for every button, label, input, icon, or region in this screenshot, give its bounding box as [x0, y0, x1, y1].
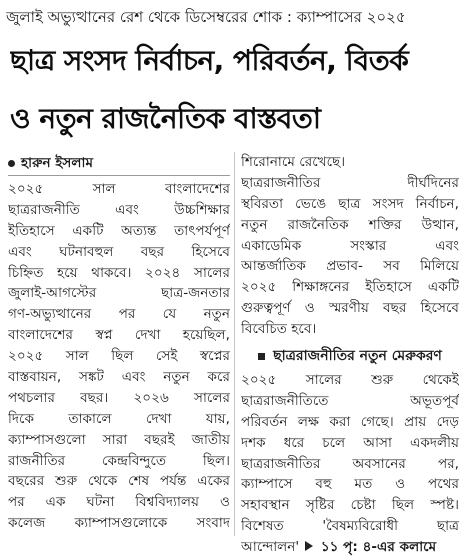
right-body-text: [241, 152, 459, 340]
body-line: পর এক ঘটনা বিশ্ববিদ্যালয় ও: [8, 494, 230, 511]
body-line: রাজনীতির কেন্দ্রবিন্দুতে ছিল।: [8, 452, 230, 469]
body-line: ছাত্ররাজনীতির অবসানের পর,: [241, 455, 459, 472]
byline: [8, 152, 230, 174]
body-line: ছাত্ররাজনীতির দীর্ঘদিনের: [241, 174, 459, 191]
body-line: কলেজ ক্যাম্পাসগুলোকে সংবাদ: [8, 515, 230, 532]
body-line: ২০২৫ সাল বাংলাদেশের: [8, 181, 230, 197]
headline-line-1: ছাত্র সংসদ নির্বাচন, পরিবর্তন, বিতর্ক: [10, 44, 409, 77]
byline-author: হারুন ইসলাম: [21, 154, 94, 171]
right-body-text-continued: [241, 370, 459, 537]
body-line: ২০২৫ সাল ছিল সেই স্বপ্নের: [8, 348, 230, 365]
body-line: বাস্তবায়ন, সঙ্কট এবং নতুন করে: [8, 369, 230, 386]
body-line: পরিবর্তন লক্ষ করা গেছে। প্রায় দেড়: [241, 413, 459, 430]
body-line: বিবেচিত হবে।: [241, 321, 317, 338]
body-line: ইতিহাসে একটি অত্যন্ত তাৎপর্যপূর্ণ: [8, 222, 230, 239]
body-line: ছাত্ররাজনীতি এবং উচ্চশিক্ষার: [8, 201, 230, 218]
article-column-right: [241, 152, 459, 558]
body-line: পথচলার বছর। ২০২৬ সালের: [8, 389, 230, 406]
subhead-text: ছাত্ররাজনীতির নতুন মেরুকরণ: [273, 347, 442, 364]
body-line: এবং ঘটনাবহুল বছর হিসেবে: [8, 243, 230, 260]
body-line: বাংলাদেশের স্বপ্ন দেখা হয়েছিল,: [8, 327, 230, 344]
body-line: জুলাই-আগস্টের ছাত্র-জনতার: [8, 285, 230, 302]
body-line: দশক ধরে চলে আসা একদলীয়: [241, 434, 459, 451]
subhead-square-icon: [258, 353, 265, 360]
body-line: বছরের শুরু থেকে শেষ পর্যন্ত একের: [8, 473, 230, 490]
continuation-jump: ১১ পৃ: ৪-এর কলামে: [320, 539, 437, 556]
continuation-line: [241, 537, 459, 558]
body-line: আন্তর্জাতিক প্রভাব- সব মিলিয়ে: [241, 258, 459, 275]
body-line: সহাবস্থান সৃষ্টির চেষ্টা ছিল স্পষ্ট।: [241, 497, 459, 514]
body-line: ২০২৫ শিক্ষাঙ্গনের ইতিহাসে একটি: [241, 279, 459, 296]
byline-bullet-icon: [8, 160, 15, 167]
subhead: [241, 344, 459, 368]
kicker: জুলাই অভ্যুত্থানের রেশ থেকে ডিসেম্বরের শোক : ক্যাম্পাসের ২০২৫: [6, 8, 406, 26]
body-line: নতুন রাজনৈতিক শক্তির উত্থান,: [241, 216, 459, 233]
body-line: শিরোনামে রেখেছে।: [241, 154, 346, 170]
body-line: স্থবিরতা ভেঙে ছাত্র সংসদ নির্বাচন,: [241, 195, 459, 212]
last-line-text: আন্দোলন': [241, 539, 300, 556]
headline-line-2: ও নতুন রাজনৈতিক বাস্তবতা: [10, 102, 321, 135]
body-line: দিকে তাকালে দেখা যায়,: [8, 410, 230, 427]
body-line: ক্যাম্পাসগুলো সারা বছরই জাতীয়: [8, 431, 230, 448]
body-line: গণ-অভ্যুত্থানের পর যে নতুন: [8, 306, 230, 323]
body-line: বিশেষত 'বৈষম্যবিরোধী ছাত্র: [241, 518, 459, 535]
body-line: ক্যাম্পাসে বহু মত ও পথের: [241, 476, 459, 493]
body-line: গুরুত্বপূর্ণ ও স্মরণীয় বছর হিসেবে: [241, 300, 459, 317]
byline-rule: [8, 175, 230, 176]
continue-arrow-icon: [305, 541, 313, 551]
body-line: একাডেমিক সংস্কার এবং: [241, 237, 459, 254]
article-column-left: [8, 152, 230, 534]
body-line: ছাত্ররাজনীতিতে অভূতপূর্ব: [241, 392, 459, 409]
column-divider: [234, 152, 235, 536]
body-line: ২০২৫ সালের শুরু থেকেই: [241, 372, 459, 389]
left-body-text: [8, 179, 230, 534]
body-line: চিহ্নিত হয়ে থাকবে। ২০২৪ সালের: [8, 264, 230, 281]
